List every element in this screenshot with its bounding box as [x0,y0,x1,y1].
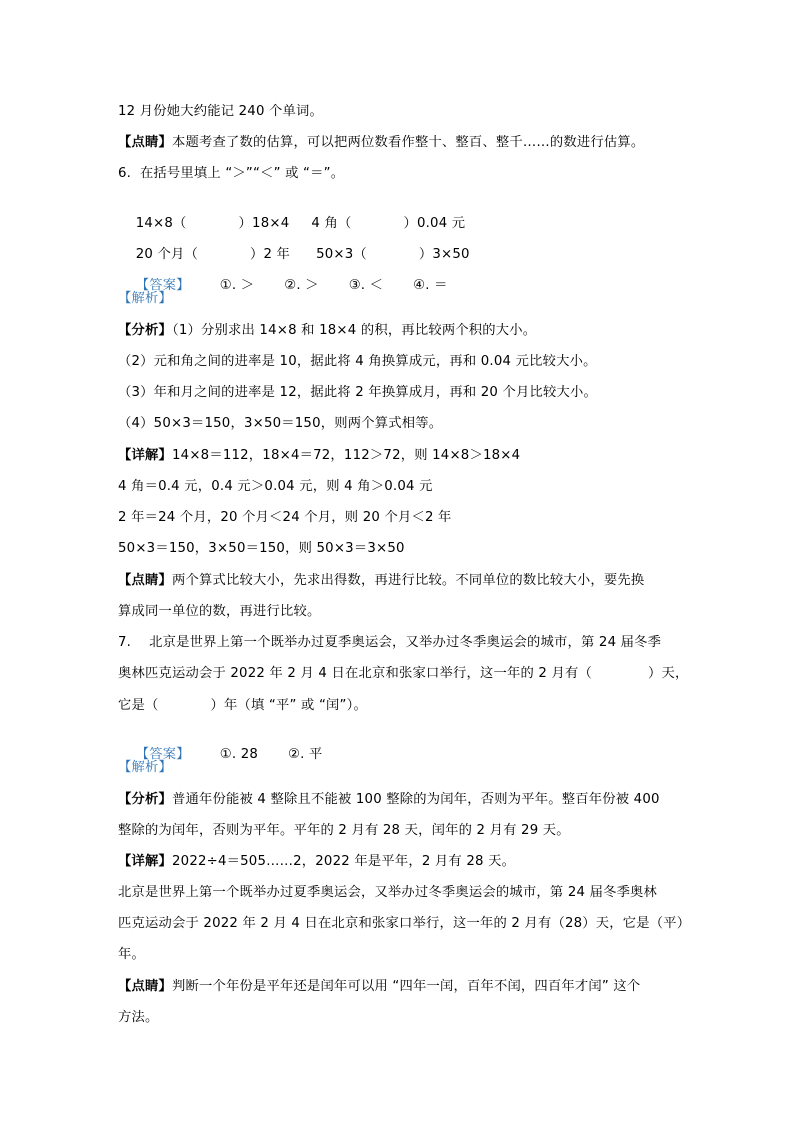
q7-prompt-text: 它是（ [118,698,159,713]
fenxi-text: （1）分别求出 14×8 和 18×4 的积，再比较两个积的大小。 [172,323,537,338]
q6-item-3-left: 20 个月（ [135,247,198,262]
xiangjie-line [118,447,520,465]
q6-item-1-left: 14×8（ [135,216,187,231]
fenxi-label: 【分析】 [118,792,172,807]
xiangjie-line: 北京是世界上第一个既举办过夏季奥运会，又举办过冬季奥运会的城市，第 24 届冬季奥林 [118,885,658,900]
dianjing-text: 判断一个年份是平年还是闰年可以用 “四年一闰，百年不闰，四百年才闰” 这个 [172,979,641,994]
q6-item-2-left: 4 角（ [311,216,352,231]
xiangjie-line: 匹克运动会于 2022 年 2 月 4 日在北京和张家口举行，这一年的 2 月有（28）天，它是（平） [118,916,691,931]
xiangjie-line: 4 角＝0.4 元，0.4 元＞0.04 元，则 4 角＞0.04 元 [118,479,433,494]
q7-prompt [118,697,367,715]
xiangjie-line [118,853,515,871]
q6-item-4-left: 50×3（ [316,247,367,262]
dianjing-text: 两个算式比较大小，先求出得数，再进行比较。不同单位的数比较大小，要先换 [172,573,645,588]
answer-1: ①. 28 [219,747,259,762]
fenxi-line [118,322,536,340]
fenxi-line: （2）元和角之间的进率是 10，据此将 4 角换算成元，再和 0.04 元比较大小。 [118,354,597,369]
q7-prompt-text: 奥林匹克运动会于 2022 年 2 月 4 日在北京和张家口举行，这一年的 2 月有（ [118,666,592,681]
analysis-label: 【解析】 [118,291,172,306]
q7-prompt [118,634,661,652]
xiangjie-line: 年。 [118,947,145,962]
answer-4: ④. ＝ [413,278,448,293]
text-line: 12 月份她大约能记 240 个单词。 [118,104,324,119]
q7-number: 7. [118,635,132,650]
dianjing-line: 方法。 [118,1010,159,1025]
fenxi-line: （4）50×3＝150，3×50＝150，则两个算式相等。 [118,416,443,431]
q6-item-4-right: ）3×50 [418,247,470,262]
xiangjie-text: 2022÷4＝505……2，2022 年是平年，2 月有 28 天。 [172,854,516,869]
xiangjie-line: 2 年＝24 个月，20 个月＜24 个月，则 20 个月＜2 年 [118,510,452,525]
xiangjie-text: 14×8＝112，18×4＝72，112＞72，则 14×8＞18×4 [172,448,521,463]
answer-label: 【答案】 [135,747,190,762]
q7-prompt-text: 北京是世界上第一个既举办过夏季奥运会，又举办过冬季奥运会的城市，第 24 届冬季 [149,635,662,650]
dianjing-line [118,134,644,152]
answer-label: 【答案】 [135,278,190,293]
dianjing-line [118,978,640,996]
dianjing-line: 算成同一单位的数，再进行比较。 [118,604,321,619]
q6-prompt: 6. 在括号里填上 “＞”“＜” 或 “＝”。 [118,166,345,181]
fenxi-label: 【分析】 [118,323,172,338]
q6-item-1-right: ）18×4 [238,216,290,231]
answer-3: ③. ＜ [348,278,384,293]
fenxi-line: （3）年和月之间的进率是 12，据此将 2 年换算成月，再和 20 个月比较大小。 [118,385,597,400]
fenxi-line: 整除的为闰年，否则为平年。平年的 2 月有 28 天，闰年的 2 月有 29 天。 [118,823,570,838]
dianjing-label: 【点睛】 [118,135,172,150]
answer-1: ①. ＞ [219,278,255,293]
dianjing-label: 【点睛】 [118,573,172,588]
fenxi-line [118,791,660,809]
q7-prompt [118,665,688,683]
dianjing-label: 【点睛】 [118,979,172,994]
q6-item-3-right: ）2 年 [249,247,291,262]
analysis-label: 【解析】 [118,760,172,775]
answer-2: ②. ＞ [284,278,319,293]
dianjing-line [118,572,644,590]
fenxi-text: 普通年份能被 4 整除且不能被 100 整除的为闰年，否则为平年。整百年份被 400 [172,792,660,807]
xiangjie-label: 【详解】 [118,448,172,463]
xiangjie-line: 50×3＝150，3×50＝150，则 50×3＝3×50 [118,541,405,556]
q7-prompt-text: ）天， [647,666,689,681]
answer-2: ②. 平 [288,747,323,762]
dianjing-text: 本题考查了数的估算，可以把两位数看作整十、整百、整千……的数进行估算。 [172,135,645,150]
xiangjie-label: 【详解】 [118,854,172,869]
q6-item-2-right: ）0.04 元 [403,216,466,231]
q7-prompt-text: ）年（填 “平” 或 “闰”）。 [210,698,367,713]
